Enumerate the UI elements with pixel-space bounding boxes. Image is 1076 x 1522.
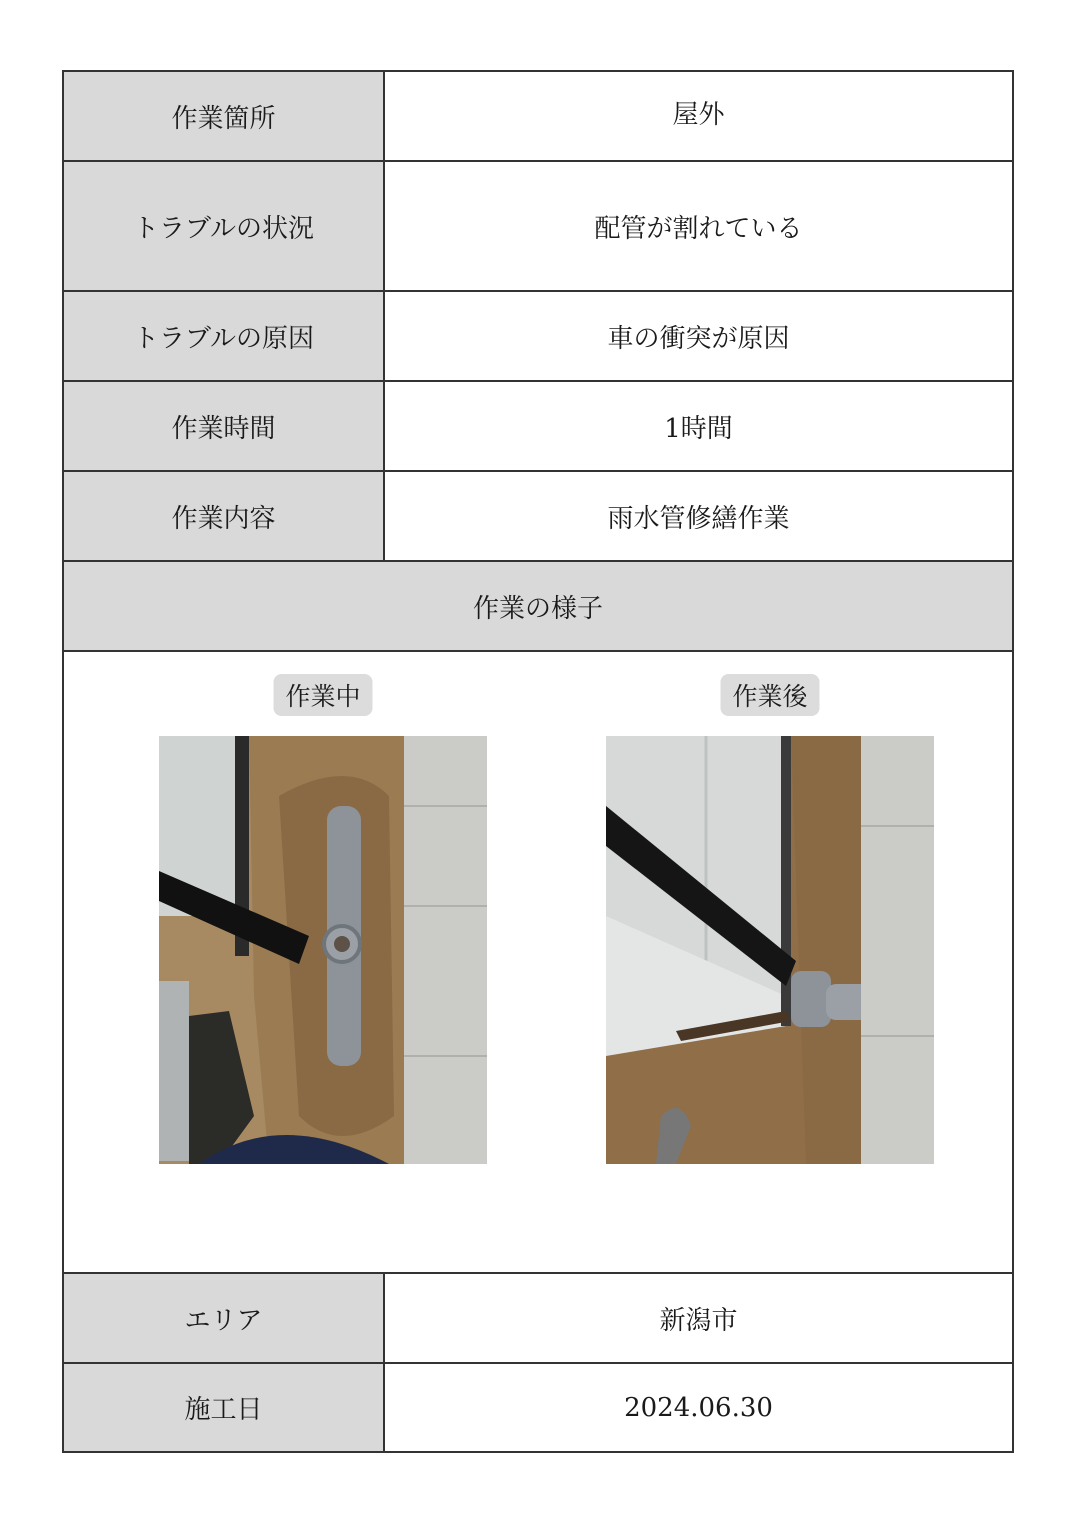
section-work-photos: [62, 650, 1014, 1272]
row-value: 配管が割れている: [385, 162, 1012, 290]
row-value: 2024.06.30: [385, 1364, 1012, 1451]
section-work-photos-header: [62, 560, 1014, 650]
row-label: 作業内容: [64, 472, 385, 560]
photo-area: [64, 652, 1012, 1272]
photo-caption: 作業中: [273, 674, 372, 716]
row-value: 車の衝突が原因: [385, 292, 1012, 380]
photo-caption: 作業後: [720, 674, 819, 716]
row-area: [62, 1272, 1014, 1362]
row-value: 雨水管修繕作業: [385, 472, 1012, 560]
row-trouble-status: [62, 160, 1014, 290]
row-work-location: [62, 70, 1014, 160]
row-value: 1時間: [385, 382, 1012, 470]
row-label: トラブルの状況: [64, 162, 385, 290]
row-work-time: [62, 380, 1014, 470]
work-report-sheet: [62, 70, 1014, 1453]
row-value: 新潟市: [385, 1274, 1012, 1362]
row-value: 屋外: [385, 72, 1012, 160]
row-work-content: [62, 470, 1014, 560]
photo-during-work-image: [159, 736, 487, 1164]
row-label: トラブルの原因: [64, 292, 385, 380]
row-label: 作業箇所: [64, 72, 385, 160]
row-construction-date: [62, 1362, 1014, 1453]
row-trouble-cause: [62, 290, 1014, 380]
section-title: 作業の様子: [64, 562, 1012, 650]
row-label: 施工日: [64, 1364, 385, 1451]
row-label: 作業時間: [64, 382, 385, 470]
photo-after-work-image: [606, 736, 934, 1164]
row-label: エリア: [64, 1274, 385, 1362]
